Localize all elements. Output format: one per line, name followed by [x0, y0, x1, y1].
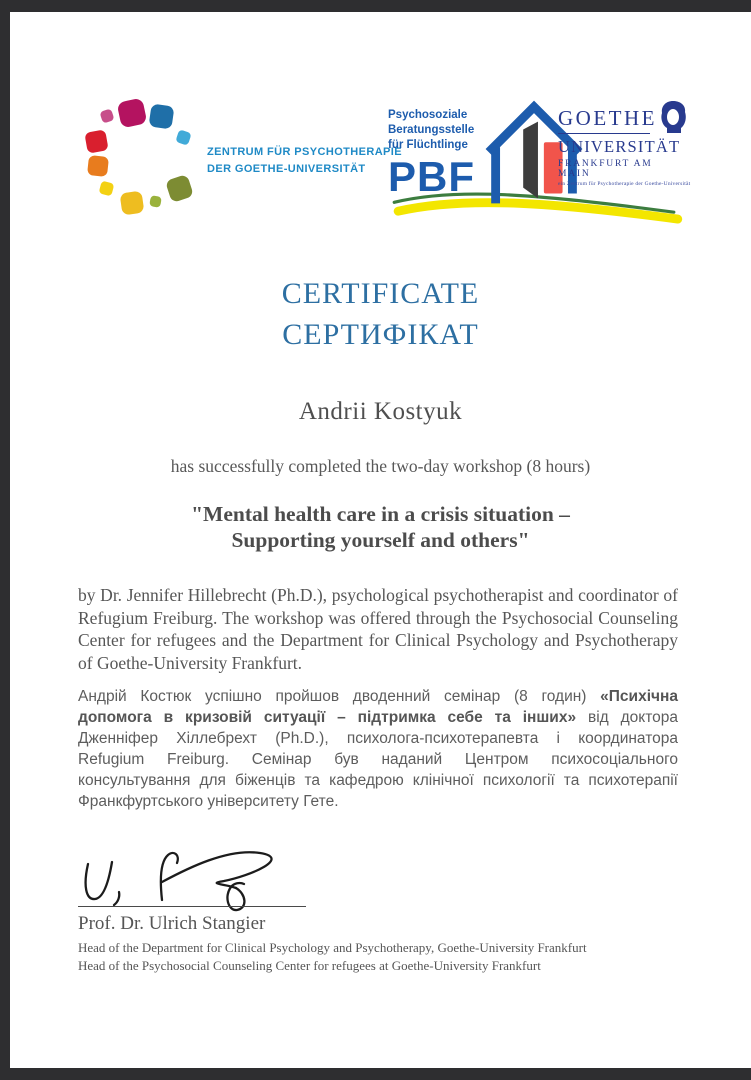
description-paragraph-english: by Dr. Jennifer Hillebrecht (Ph.D.), psychological psychotherapist and coordinator of Refugium Freiburg. The workshop was offered through the Psychosocial Counseling Center for refugees and the Department for Clinical Psychology and Psychotherapy of Goethe-University Frankfurt. [78, 585, 678, 673]
ring-square [99, 181, 115, 197]
certificate-title-en: CERTIFICATE [281, 277, 480, 310]
certificate-title-uk: СЕРТИФІКАТ [282, 317, 479, 351]
goethe-city-line: FRANKFURT AM MAIN [558, 159, 653, 179]
uk-paragraph-prefix: Андрій Костюк успішно пройшов дводенний семінар (8 годин) [78, 688, 601, 705]
pbf-subtitle [388, 108, 475, 153]
goethe-portrait-icon [658, 100, 688, 134]
certificate-title [10, 274, 751, 355]
ring-square [149, 104, 175, 130]
pbf-abbreviation: PBF [388, 152, 475, 200]
completion-statement: has successfully completed the two-day workshop (8 hours) [170, 456, 591, 476]
goethe-wordmark: GOETHE [558, 106, 650, 134]
ring-square [87, 155, 109, 177]
workshop-title-line2: Supporting yourself and others" [231, 527, 530, 552]
goethe-university-logo [558, 106, 691, 187]
zentrum-logo-text [207, 144, 402, 178]
pbf-text-block [388, 108, 475, 198]
workshop-title-line1: "Mental health care in a crisis situation – [191, 502, 570, 526]
ring-square [149, 195, 162, 208]
ring-square [165, 174, 194, 203]
description-paragraph-ukrainian [78, 686, 678, 812]
signatory-role2: Head of the Psychosocial Counseling Center for refugees at Goethe-University Frankfurt [78, 958, 541, 974]
ring-square [175, 129, 191, 145]
signatory-roles [78, 939, 587, 975]
signature-line [78, 906, 306, 907]
goethe-universitaet: UNIVERSITÄT [558, 137, 681, 156]
handwritten-signature-icon [78, 842, 318, 912]
signatory-role1: Head of the Department for Clinical Psychology and Psychotherapy, Goethe-University Frankfurt [78, 940, 587, 955]
recipient-name: Andrii Kostyuk [298, 398, 463, 425]
workshop-title [10, 502, 751, 554]
door-dark-panel [523, 122, 538, 199]
pbf-goethe-logo [384, 96, 691, 224]
uk-paragraph-suffix: від доктора Дженніфер Хіллебрехт (Ph.D.), психолога-психотерапевта і координатора Refugium Freiburg. Семінар був наданий Центром психосоціального консультування для біженців та кафедрою клінічної психології та психотерапії Франкфуртського університету Гете. [78, 709, 679, 811]
color-ring-icon [86, 100, 198, 212]
ring-square [99, 108, 114, 123]
ring-square [84, 129, 108, 153]
pbf-line1: Psychosoziale [388, 109, 468, 121]
signature [78, 842, 318, 912]
zentrum-psychotherapie-logo [86, 100, 402, 212]
goethe-subline: ein Zentrum für Psychotherapie der Goethe-Universität [558, 181, 691, 187]
zentrum-logo-line1: ZENTRUM FÜR PSYCHOTHERAPIE [207, 145, 402, 158]
pbf-line2: Beratungsstelle [388, 123, 475, 136]
signatory-name: Prof. Dr. Ulrich Stangier [78, 913, 266, 934]
certificate-page [10, 12, 751, 1068]
uk-paragraph-workshop-title: «Психічна допомога в кризовій ситуації – підтримка себе та інших» [78, 688, 678, 727]
ring-square [117, 98, 148, 129]
pbf-line3: für Flüchtlinge [388, 138, 468, 151]
ring-square [120, 191, 145, 216]
zentrum-logo-line2: DER GOETHE-UNIVERSITÄT [207, 163, 366, 175]
